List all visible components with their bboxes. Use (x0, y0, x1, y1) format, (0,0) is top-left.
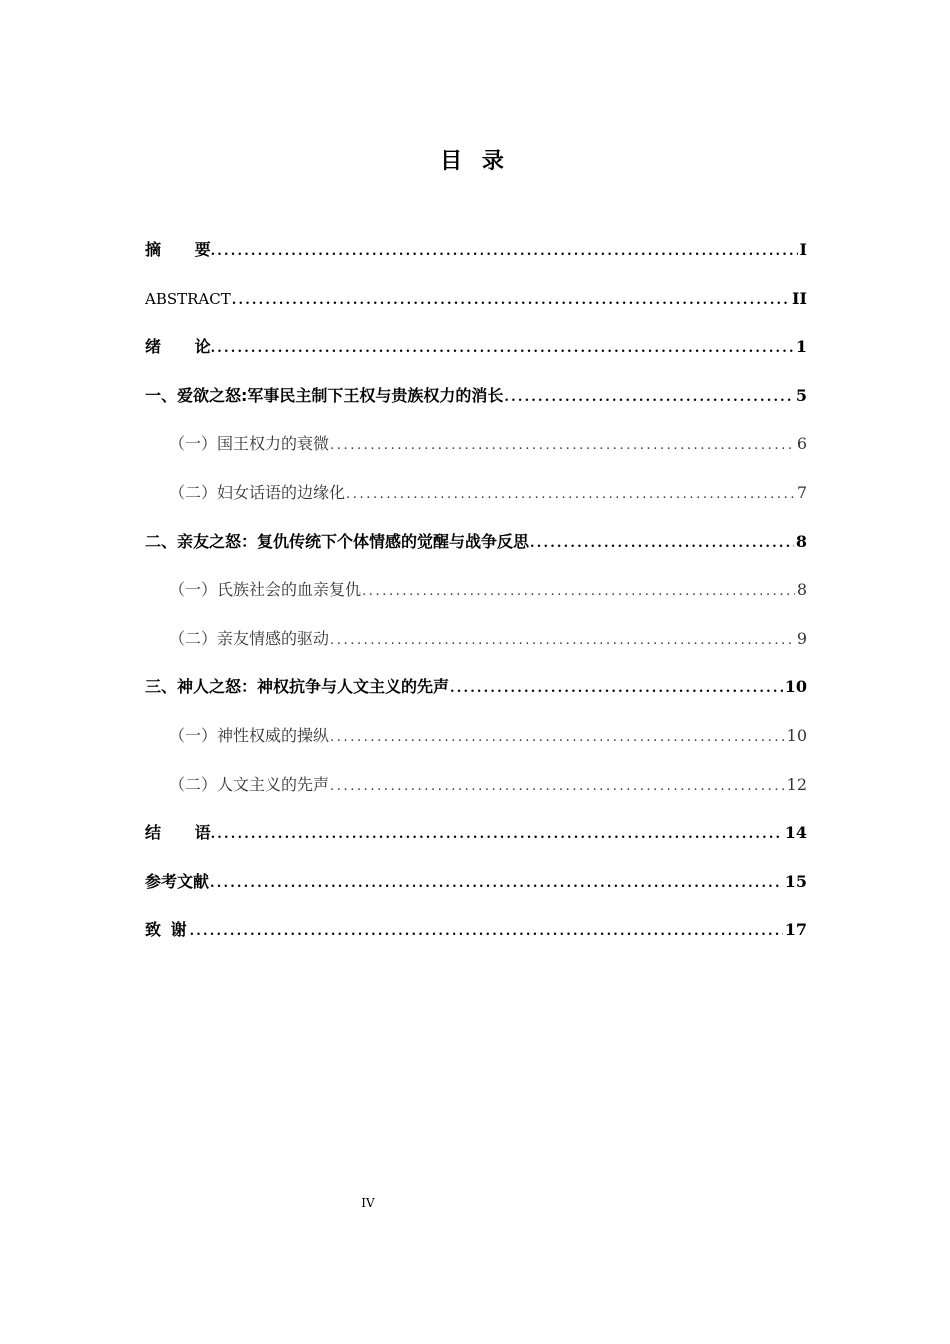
table-of-contents (145, 234, 807, 963)
toc-leader-dots (211, 333, 794, 365)
toc-entry-page: 15 (784, 871, 807, 891)
toc-entry-label: 结 语 (145, 823, 225, 843)
toc-entry-section-1-1[interactable] (145, 428, 807, 477)
toc-leader-dots (330, 771, 785, 803)
toc-entry-chapter-2[interactable] (145, 526, 807, 575)
toc-entry-label: （一）神性权威的操纵 (169, 725, 330, 745)
toc-entry-label: 摘 要 (145, 240, 225, 259)
toc-entry-label: 参考文献 (145, 871, 210, 891)
toc-leader-dots (210, 868, 783, 900)
toc-entry-label: 二、亲友之怒：复仇传统下个体情感的觉醒与战争反思 (145, 531, 530, 551)
toc-entry-label: （一）国王权力的衰微 (169, 434, 330, 454)
toc-entry-chapter-3[interactable] (145, 671, 807, 720)
toc-entry-chapter-1[interactable] (145, 380, 807, 429)
toc-entry-label: （二）人文主义的先声 (169, 774, 330, 794)
toc-entry-page: 6 (796, 434, 807, 454)
toc-entry-page: 10 (784, 677, 807, 697)
toc-entry-abstract-en[interactable] (145, 283, 807, 332)
toc-leader-dots (346, 479, 795, 511)
toc-entry-conclusion[interactable] (145, 817, 807, 866)
toc-entry-label: （二）亲友情感的驱动 (169, 628, 330, 648)
toc-leader-dots (330, 722, 785, 754)
toc-entry-section-2-1[interactable] (145, 574, 807, 623)
toc-entry-page: 14 (784, 823, 807, 843)
toc-entry-section-2-2[interactable] (145, 623, 807, 672)
toc-entry-page: 9 (796, 628, 807, 648)
toc-entry-label: （二）妇女话语的边缘化 (169, 482, 346, 502)
toc-leader-dots (190, 916, 783, 948)
toc-leader-dots (504, 382, 793, 414)
toc-entry-label: 三、神人之怒：神权抗争与人文主义的先声 (145, 677, 450, 697)
toc-entry-section-3-2[interactable] (145, 769, 807, 818)
toc-entry-references[interactable] (145, 866, 807, 915)
toc-entry-label: 一、爱欲之怒:军事民主制下王权与贵族权力的消长 (145, 385, 504, 405)
toc-entry-acknowledgements[interactable] (145, 914, 807, 963)
toc-entry-section-1-2[interactable] (145, 477, 807, 526)
toc-entry-page: II (792, 288, 807, 308)
toc-entry-page: 10 (786, 725, 807, 745)
toc-leader-dots (330, 430, 795, 462)
toc-leader-dots (330, 625, 795, 657)
toc-leader-dots (211, 819, 783, 851)
toc-entry-label: ABSTRACT (145, 289, 231, 308)
toc-entry-page: I (799, 240, 807, 259)
toc-entry-page: 17 (784, 920, 807, 940)
toc-entry-abstract-cn[interactable] (145, 234, 807, 283)
toc-entry-label: 致 谢 (145, 920, 189, 940)
toc-entry-page: 1 (795, 337, 807, 357)
toc-entry-label: （一）氏族社会的血亲复仇 (169, 580, 362, 600)
toc-leader-dots (232, 285, 790, 317)
page-title: 目 录 (440, 149, 510, 174)
toc-leader-dots (211, 236, 798, 268)
toc-entry-page: 8 (796, 580, 807, 600)
toc-entry-page: 12 (786, 774, 807, 794)
toc-entry-section-3-1[interactable] (145, 720, 807, 769)
toc-entry-page: 8 (795, 531, 807, 551)
toc-entry-label: 绪 论 (145, 337, 225, 357)
toc-leader-dots (450, 673, 783, 705)
toc-leader-dots (530, 528, 794, 560)
toc-entry-page: 7 (796, 482, 807, 502)
toc-entry-introduction[interactable] (145, 331, 807, 380)
page-number: IV (361, 1196, 375, 1210)
toc-entry-page: 5 (795, 385, 807, 405)
toc-leader-dots (362, 576, 795, 608)
